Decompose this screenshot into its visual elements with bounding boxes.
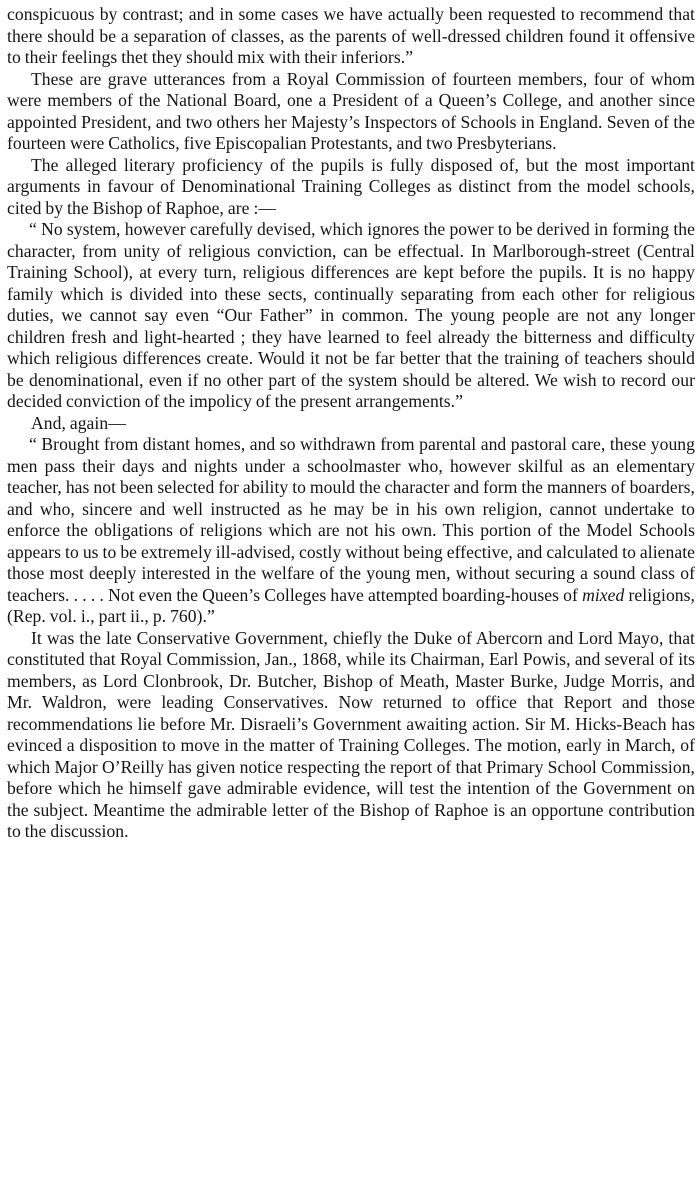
paragraph-quote-brought-from-homes <box>7 434 695 628</box>
quote-text-before-emphasis: “ Brought from distant homes, and so withdrawn from parental and pastoral care, these young men pass their days and nights under a schoolmaster who, however skilful as an elementary teacher, has not been selected for ability to mould the character and form the manners of boarders, and who, sincere and well instructed as he may be in his own religion, cannot undertake to enforce the obligations of religions which are not his own. This portion of the Model Schools appears to us to be extremely ill-advised, costly without being effective, and calculated to alienate those most deeply interested in the welfare of the young men, without securing a sound class of teachers. . . . . Not even the Queen’s Colleges have attempted boarding-houses of <box>7 434 695 605</box>
paragraph-conservative-government: It was the late Conservative Government, chiefly the Duke of Abercorn and Lord Mayo, that constituted that Royal Commission, Jan., 1868, while its Chairman, Earl Powis, and several of its members, as Lord Clonbrook, Dr. Butcher, Bishop of Meath, Master Burke, Judge Morris, and Mr. Waldron, were leading Conservatives. Now returned to office that Report and those recommendations lie before Mr. Disraeli’s Government awaiting action. Sir M. Hicks-Beach has evinced a disposition to move in the matter of Training Colleges. The motion, early in March, of which Major O’Reilly has given notice respecting the report of that Primary School Commission, before which he himself gave admirable evidence, will test the intention of the Government on the subject. Meantime the admirable letter of the Bishop of Raphoe is an opportune contribution to the discussion. <box>7 627 695 841</box>
emphasis-mixed: mixed <box>582 584 625 605</box>
paragraph-royal-commission: These are grave utterances from a Royal Commission of fourteen members, four of whom were members of the National Board, one a President of a Queen’s College, and another since appointed President, and two others her Majesty’s Inspectors of Schools in England. Seven of the fourteen were Catholics, five Episcopalian Protestants, and two Presbyterians. <box>7 68 695 153</box>
paragraph-quote-no-system: “ No system, however carefully devised, which ignores the power to be derived in forming the character, from unity of religious conviction, can be effectual. In Marlborough-street (Central Training School), at every turn, religious differences are kept before the pupils. It is no happy family which is divided into these sects, continually separating from each other for religious duties, we cannot say even “Our Father” in common. The young people are not any longer children fresh and light-hearted ; they have learned to feel already the bitterness and difficulty which religious differences create. Would it not be far better that the training of teachers should be denominational, even if no other part of the system should be altered. We wish to record our decided conviction of the impolicy of the present arrangements.” <box>7 219 695 411</box>
paragraph-and-again: And, again— <box>31 412 126 433</box>
quote-text-after-emphasis: religions, (Rep. vol. i., part ii., p. 760).” <box>7 584 695 626</box>
paragraph-literary-proficiency: The alleged literary proficiency of the pupils is fully disposed of, but the most important arguments in favour of Denominational Training Colleges as distinct from the model schools, cited by the Bishop of Raphoe, are :— <box>7 154 695 218</box>
paragraph-commission-quote-end: conspicuous by contrast; and in some cases we have actually been requested to recommend that there should be a separation of classes, as the parents of well-dressed children found it offensive to their feelings thet they should mix with their inferiors.” <box>7 4 695 67</box>
